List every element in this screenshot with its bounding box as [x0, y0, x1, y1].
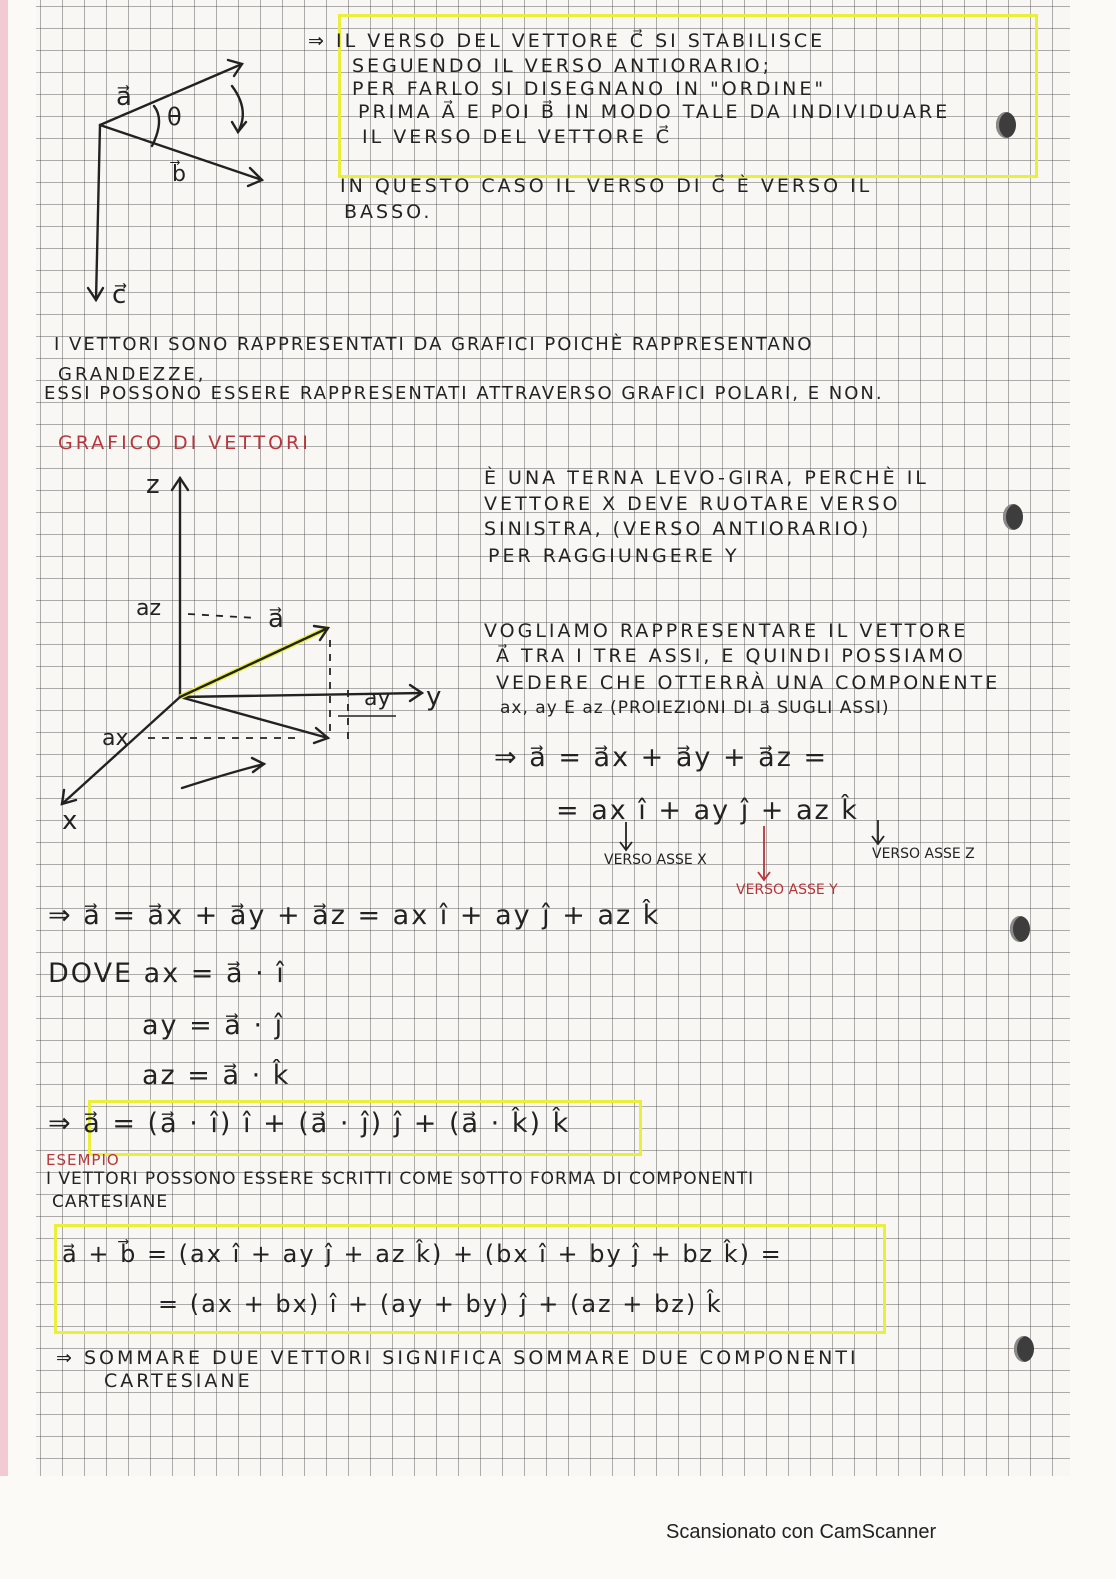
- esempio-heading: ESEMPIO: [46, 1151, 120, 1169]
- label-asse-z: VERSO ASSE Z: [872, 846, 975, 862]
- equation-sum-components: ⇒ a⃗ = a⃗x + a⃗y + a⃗z =: [494, 742, 829, 773]
- verso-line-2: SEGUENDO IL VERSO ANTIORARIO;: [352, 55, 772, 77]
- questo-caso-line-2: BASSO.: [344, 201, 433, 223]
- theta-label: θ: [167, 103, 182, 131]
- z-label: z: [146, 470, 160, 500]
- esempio-line-2: CARTESIANE: [52, 1192, 169, 1212]
- equation-full: ⇒ a⃗ = a⃗x + a⃗y + a⃗z = ax î + ay ĵ + az k̂: [48, 900, 661, 931]
- vector-b-label: b⃗: [172, 162, 186, 187]
- verso-line-4: PRIMA A⃗ E POI B⃗ IN MODO TALE DA INDIVIDUARE: [358, 101, 951, 123]
- verso-line-1: ⇒ IL VERSO DEL VETTORE C⃗ SI STABILISCE: [308, 30, 826, 52]
- label-asse-x: VERSO ASSE X: [604, 852, 707, 868]
- vogliamo-line-3: VEDERE CHE OTTERRÀ UNA COMPONENTE: [496, 672, 1001, 694]
- ay-label: ay: [364, 686, 391, 711]
- vogliamo-line-1: VOGLIAMO RAPPRESENTARE IL VETTORE: [484, 620, 969, 642]
- conclusion-line-1: ⇒ SOMMARE DUE VETTORI SIGNIFICA SOMMARE DUE COMPONENTI: [56, 1347, 859, 1369]
- vector-a-label: a⃗: [268, 604, 284, 634]
- vector-a-label: a⃗: [116, 82, 132, 112]
- vogliamo-line-4: ax, ay E az (PROIEZIONI DI a⃗ SUGLI ASSI): [500, 698, 890, 718]
- conclusion-line-2: CARTESIANE: [104, 1370, 253, 1392]
- terna-line-2: VETTORE X DEVE RUOTARE VERSO: [484, 493, 901, 515]
- grafico-title: GRAFICO DI VETTORI: [58, 432, 311, 454]
- verso-line-5: IL VERSO DEL VETTORE C⃗: [362, 126, 673, 148]
- x-label: x: [62, 806, 78, 836]
- dove-line-2: ay = a⃗ · ĵ: [142, 1010, 285, 1041]
- sum-equation-line-2: = (ax + bx) î + (ay + by) ĵ + (az + bz) k̂: [158, 1290, 723, 1318]
- questo-caso-line-1: IN QUESTO CASO IL VERSO DI C⃗ È VERSO IL: [340, 175, 873, 197]
- esempio-line-1: I VETTORI POSSONO ESSERE SCRITTI COME SOTTO FORMA DI COMPONENTI: [46, 1169, 755, 1189]
- vector-c-label: c⃗: [112, 280, 127, 310]
- label-asse-y: VERSO ASSE Y: [736, 882, 838, 898]
- terna-line-4: PER RAGGIUNGERE Y: [488, 545, 740, 567]
- dove-line-1: DOVE ax = a⃗ · î: [48, 958, 286, 989]
- y-label: y: [426, 682, 442, 712]
- verso-line-3: PER FARLO SI DISEGNANO IN "ORDINE": [352, 78, 827, 100]
- rappresentati-line-3: ESSI POSSONO ESSERE RAPPRESENTATI ATTRAVERSO GRAFICI POLARI, E NON.: [44, 383, 884, 404]
- terna-line-1: È UNA TERNA LEVO-GIRA, PERCHÈ IL: [484, 467, 929, 489]
- rappresentati-line-1: I VETTORI SONO RAPPRESENTATI DA GRAFICI POICHÈ RAPPRESENTANO: [54, 334, 814, 355]
- rappresentati-line-2: GRANDEZZE,: [58, 364, 207, 385]
- dove-line-3: az = a⃗ · k̂: [142, 1060, 291, 1091]
- equation-projection: ⇒ a⃗ = (a⃗ · î) î + (a⃗ · ĵ) ĵ + (a⃗ · k̂) k̂: [48, 1108, 571, 1139]
- vogliamo-line-2: A⃗ TRA I TRE ASSI, E QUINDI POSSIAMO: [496, 645, 966, 667]
- terna-line-3: SINISTRA, (VERSO ANTIORARIO): [484, 518, 872, 540]
- equation-unit-vectors: = ax î + ay ĵ + az k̂: [556, 795, 859, 826]
- sum-equation-line-1: a⃗ + b⃗ = (ax î + ay ĵ + az k̂) + (bx î + by ĵ + bz k̂) =: [62, 1240, 783, 1268]
- scanner-footer: Scansionato con CamScanner: [666, 1521, 937, 1543]
- az-label: az: [136, 596, 162, 621]
- ax-label: ax: [102, 726, 129, 751]
